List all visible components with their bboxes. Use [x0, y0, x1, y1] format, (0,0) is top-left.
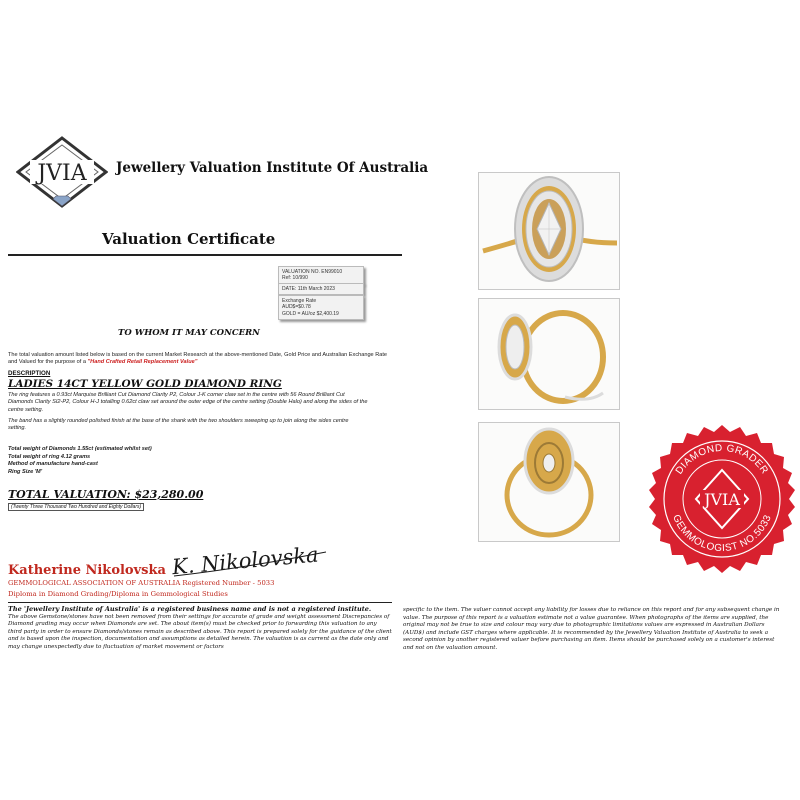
handwritten-signature: [164, 538, 334, 584]
spec-item: Total weight of Diamonds 1.55ct (estimated whilst set): [8, 446, 152, 452]
seal-bottom-text: GEMMOLOGIST NO.5033: [670, 513, 774, 555]
seal-top-text: DIAMOND GRADER: [673, 442, 771, 477]
jvia-logo: [16, 136, 108, 210]
title-divider: [8, 254, 402, 256]
specs-list: [8, 446, 152, 476]
spec-item: Ring Size 'M': [8, 468, 43, 475]
disclaimer-heading: The 'Jewellery Institute of Australia' is a registered business name and is not a registered institute.: [8, 605, 372, 613]
ring-photo-top-view: [478, 172, 620, 290]
intro-text: The total valuation amount listed below is based on the current Market Research at the above-mentioned Date, Gold Price and Australian Exchange Rate and Valued for the purpose of a: [8, 352, 388, 366]
intro-highlight: "Hand Crafted Retail Replacement Value": [87, 359, 198, 366]
total-valuation: TOTAL VALUATION: $23,280.00: [8, 488, 204, 501]
valuation-date-box: [278, 283, 364, 295]
certificate-title: Valuation Certificate: [102, 230, 276, 248]
institute-name: Jewellery Valuation Institute Of Australia: [116, 160, 429, 176]
ring-photo-side-view: [478, 298, 620, 410]
signature-text: K. Nikolovska: [171, 542, 320, 580]
association-line: GEMMOLOGICAL ASSOCIATION OF AUSTRALIA Registered Number - 5033: [8, 579, 275, 587]
spec-item: Total weight of ring 4.12 grams: [8, 453, 91, 460]
valuation-number-box: [278, 266, 364, 285]
intro-paragraph: [8, 352, 393, 367]
diamond-grader-seal: [644, 422, 800, 578]
spec-item: Method of manufacture hand-cast: [8, 461, 98, 468]
gold-rate: GOLD = AU/oz $2,400.19: [282, 310, 339, 317]
signer-name: Katherine Nikolovska: [8, 563, 166, 578]
salutation: TO WHOM IT MAY CONCERN: [118, 328, 260, 338]
valuation-number: VALUATION NO. EN99010: [282, 269, 343, 275]
valuation-ref: Ref: 10/990: [282, 275, 308, 282]
exchange-rate-box: [278, 295, 364, 320]
valuation-date: DATE: 11th March 2023: [282, 286, 335, 292]
diploma-line: Diploma in Diamond Grading/Diploma in Gemmological Studies: [8, 590, 228, 598]
logo-text: JVIA: [37, 161, 87, 186]
description-heading: DESCRIPTION: [8, 370, 51, 377]
ring-photo-underside-view: [478, 422, 620, 542]
disclaimer-right-text: specific to the item. The valuer cannot accept any liability for losses due to reliance on this report and for any subsequent change in value. The purpose of this report is a valuation estimate not a value guarantee. When photographs of the items are supplied, the original may not be true to size and colour may vary due to photographic limitations values are expressed in Australian Dollars (AUD$) and include GST charges where applicable. It is recommended by the Jewellery Valuation Institute of Australia to seek a second opinion by another registered valuer before purchasing an item. Items should be purchased solely on a customer's interest and not on the valuation amount.: [403, 607, 780, 651]
disclaimer-divider: [8, 602, 392, 603]
aud-rate: AUD$=$0.78: [282, 304, 311, 311]
item-title: LADIES 14CT YELLOW GOLD DIAMOND RING: [8, 378, 282, 390]
total-valuation-words: (Twenty Three Thousand Two Hundred and Eighty Dollars): [8, 503, 144, 511]
description-paragraph-1: The ring features a 0.93ct Marquise Brilliant Cut Diamond Clarity P2, Colour J-K corner claw set in the centre with 56 Round Brilliant Cut Diamonds Clarity SI2-P2, Colour H-J totalling 0.62ct claw set around the outer edge of the centre setting (Double Halo) and along the sides of the centre setting.: [8, 392, 368, 413]
seal-center-text: JVIA: [704, 490, 740, 509]
exchange-rate-label: Exchange Rate: [282, 298, 317, 304]
description-paragraph-2: The band has a slightly rounded polished finish at the base of the shank with the two shoulders sweeping up to join along the sides centre setting.: [8, 418, 349, 432]
disclaimer-left: [8, 606, 392, 652]
disclaimer-left-text: The above Gemstone/stones have not been removed from their settings for accurate of grade and weight assessment Discrepancies of Diamond grading may occur when Diamonds are set. The about item(s) must be checked prior to forwarding this valuation to any third party in order to ensure Diamonds/stones remain as described above. This report is prepared solely for the guidance of the client and is based upon the inspection, documentation and assumptions as detailed herein. The valuation is as current as the date only and may change unexpectedly due to fluctuation of market movement or factors: [8, 613, 392, 650]
